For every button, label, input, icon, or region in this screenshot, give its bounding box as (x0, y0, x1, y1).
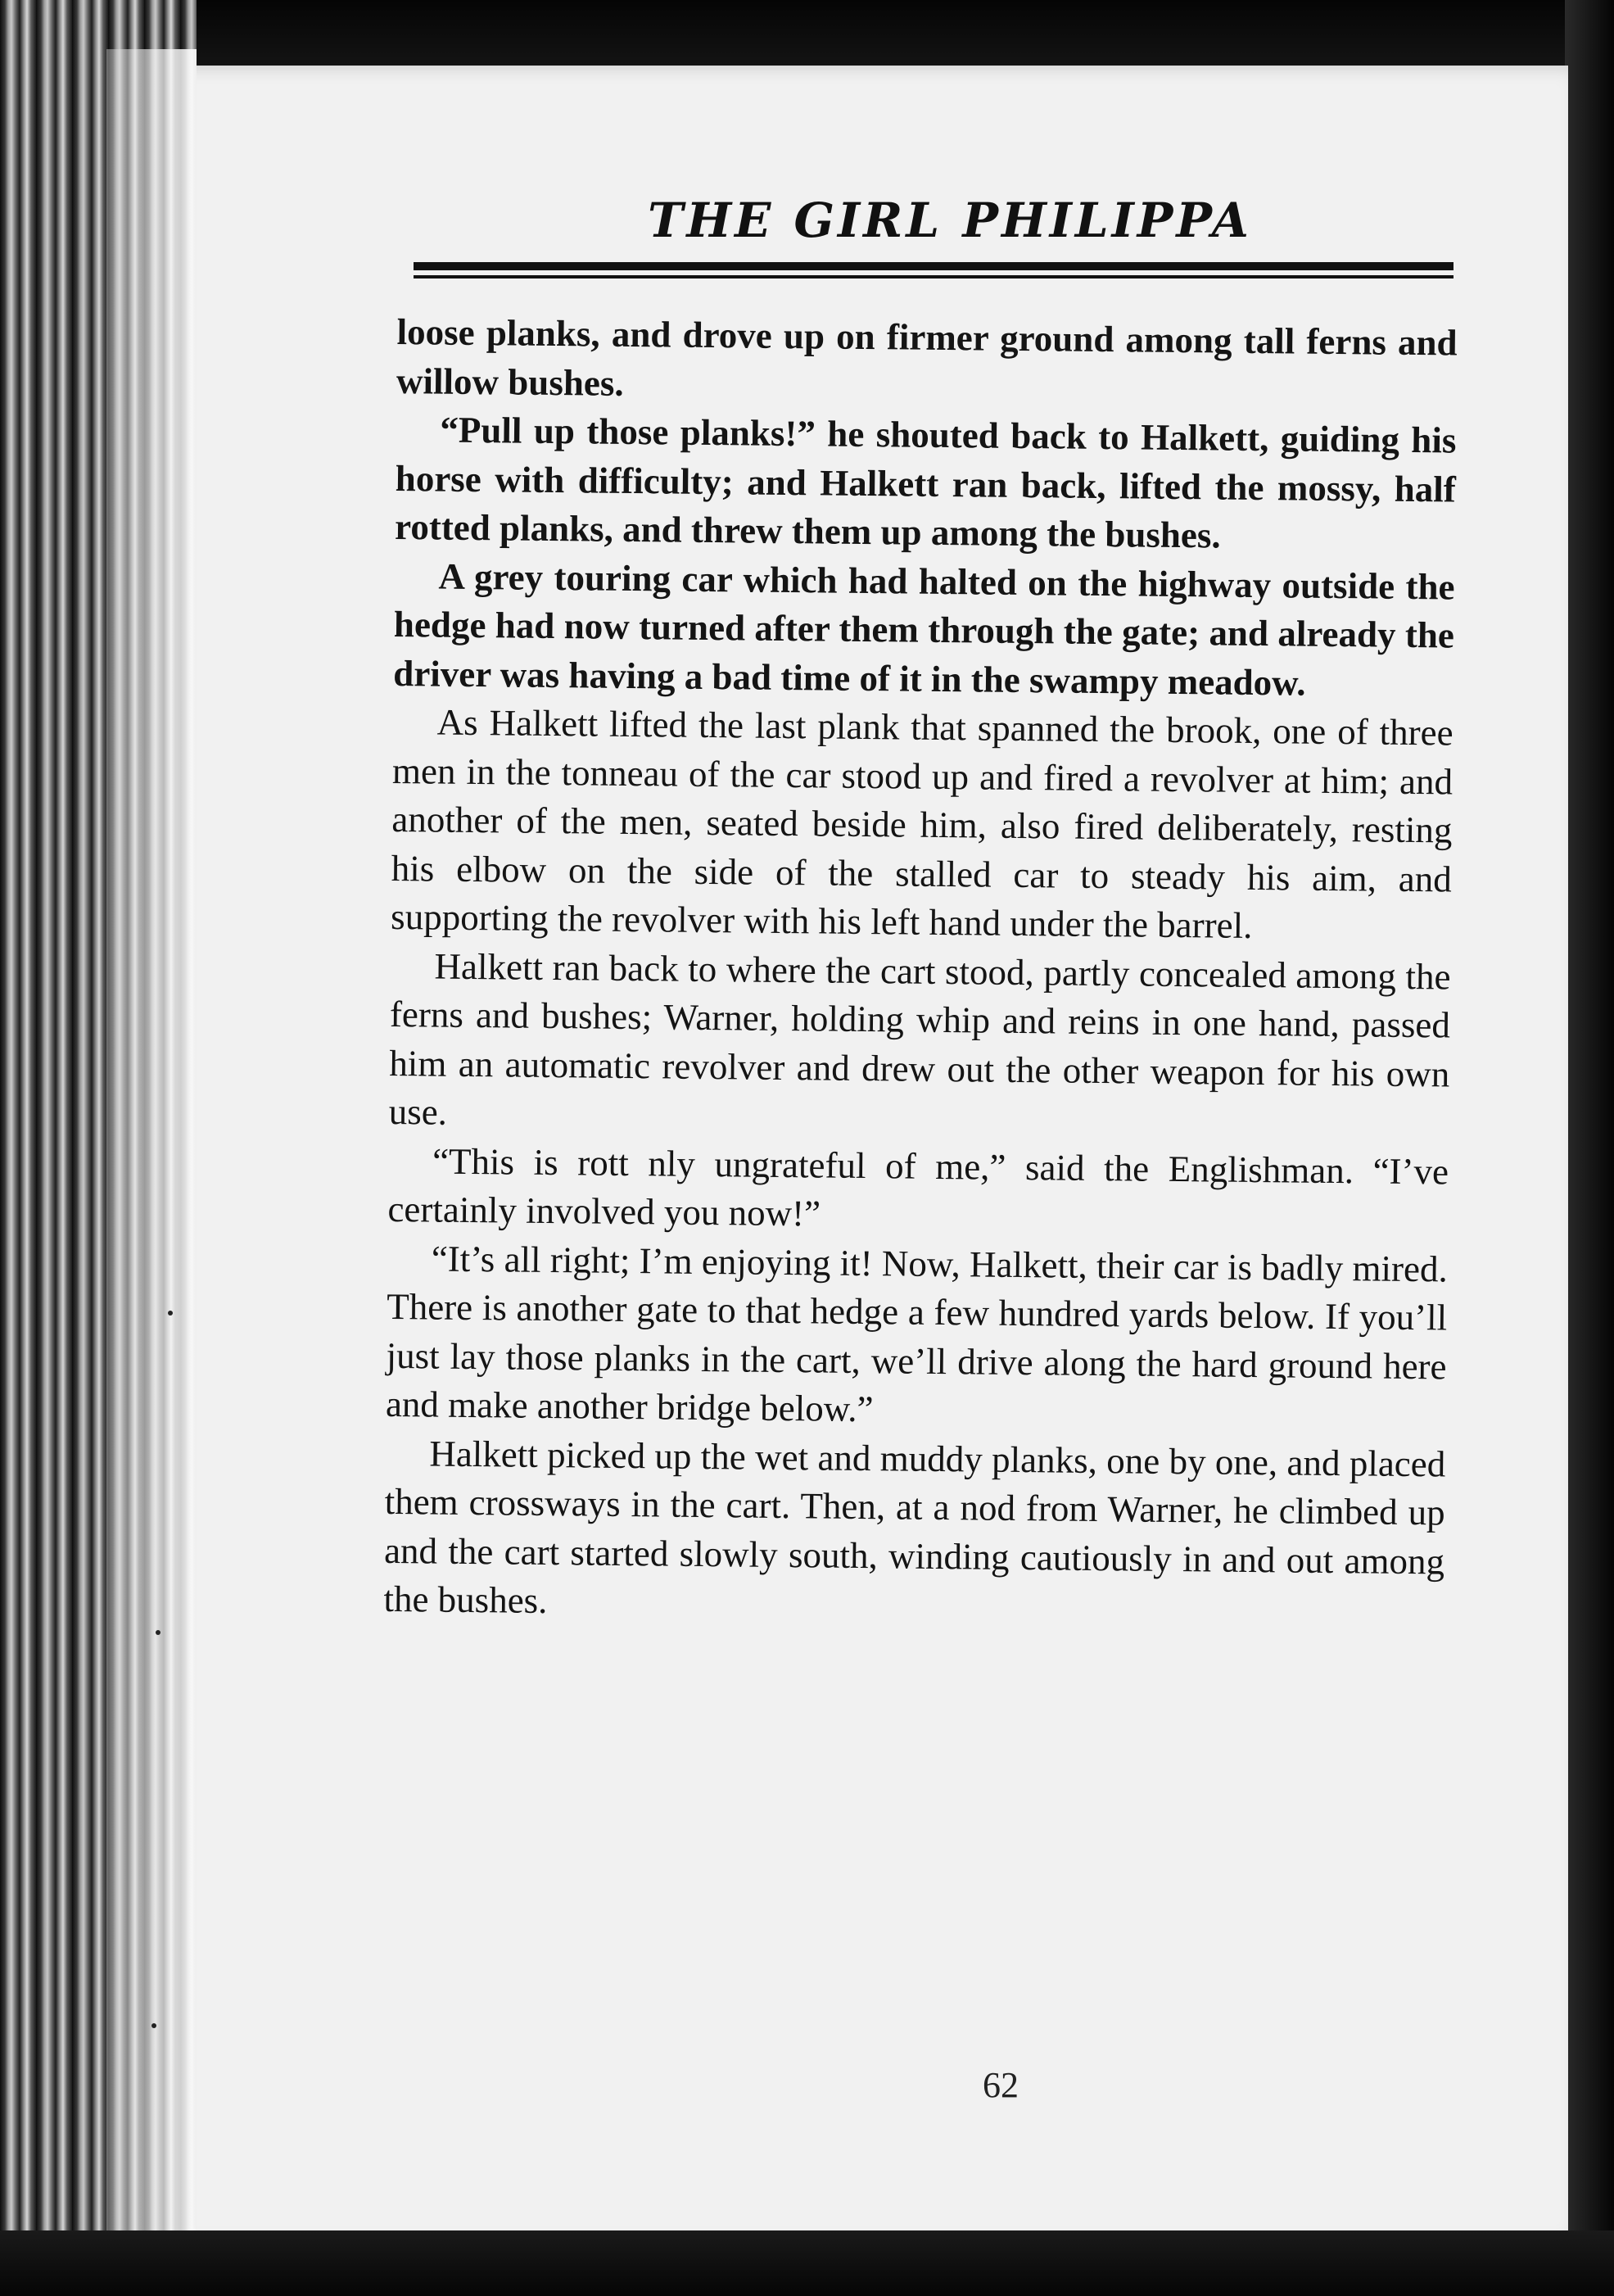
spine-shadow (106, 49, 197, 2244)
scan-bottom-border (0, 2230, 1614, 2296)
paragraph: “It’s all right; I’m enjoying it! Now, Halkett, their car is badly mired. There is another gate to that hedge a few hundred yards below. If you’ll just lay those planks in the cart, we’ll drive along the hard ground here and make another bridge below.” (385, 1238, 1449, 1430)
paragraph: Halkett picked up the wet and muddy planks, one by one, and placed them crossways in the cart. Then, at a nod from Warner, he climbed up and the cart started slowly south, winding cautiously in and out among the bushes. (383, 1432, 1446, 1622)
header-rule-thick (414, 262, 1454, 270)
scan-right-edge (1565, 0, 1614, 2296)
paragraph: “This is rott nly ungrateful of me,” said the Englishman. “I’ve certainly involved you now!” (387, 1140, 1449, 1234)
header-rule-thin (414, 275, 1454, 279)
scan-speck (151, 2023, 156, 2028)
scan-speck (156, 1630, 160, 1635)
paragraph: Halkett ran back to where the cart stood, partly concealed among the ferns and bushes; Warner, holding whip and reins in one hand, passed him an automatic revolver and drew out the other weapon for his own use. (388, 945, 1451, 1133)
page-number: 62 (983, 2065, 1019, 2105)
paragraph: As Halkett lifted the last plank that spanned the brook, one of three men in the tonneau of the car stood up and fired a revolver at him; and another of the men, seated beside him, also fired deliberately, resting his elbow on the side of the stalled car to steady his aim, and supporting the revolver with his left hand under the barrel. (390, 701, 1454, 946)
body-text (383, 308, 1458, 1635)
scan-speck (168, 1311, 173, 1316)
book-page (160, 66, 1568, 2244)
running-title: THE GIRL PHILIPPA (648, 192, 1252, 248)
paragraph: loose planks, and drove up on firmer ground among tall ferns and willow bushes. (396, 310, 1458, 404)
paragraph: A grey touring car which had halted on the highway outside the hedge had now turned after them through the gate; and already the driver was having a bad time of it in the swampy meadow. (393, 555, 1455, 704)
scan-top-border (0, 0, 1614, 74)
paragraph: “Pull up those planks!” he shouted back to Halkett, guiding his horse with difficulty; and Halkett ran back, lifted the mossy, half rotted planks, and threw them up among the bushes. (394, 409, 1457, 556)
